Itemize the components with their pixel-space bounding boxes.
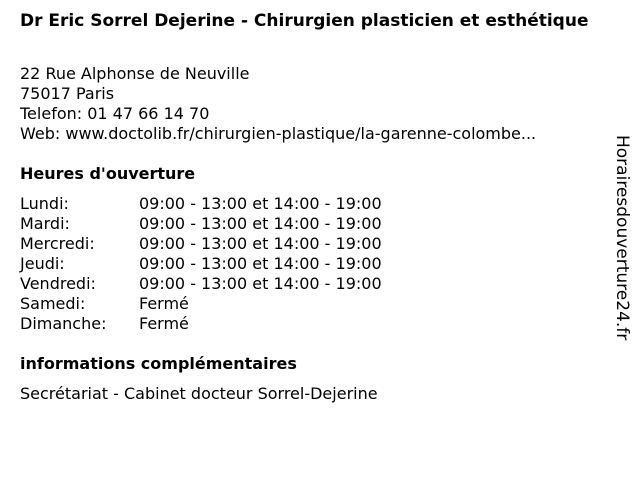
day-label: Mercredi: xyxy=(20,234,95,253)
website-link[interactable]: Web: www.doctolib.fr/chirurgien-plastique/la-garenne-colombe... xyxy=(20,124,537,143)
phone-number: Telefon: 01 47 66 14 70 xyxy=(20,104,210,123)
day-label: Jeudi: xyxy=(20,254,65,273)
address-street: 22 Rue Alphonse de Neuville xyxy=(20,64,250,83)
day-label: Vendredi: xyxy=(20,274,96,293)
day-hours: 09:00 - 13:00 et 14:00 - 19:00 xyxy=(139,274,382,293)
day-label: Samedi: xyxy=(20,294,86,313)
day-label: Dimanche: xyxy=(20,314,107,333)
hours-heading: Heures d'ouverture xyxy=(20,164,196,183)
day-hours: Fermé xyxy=(139,314,189,333)
day-hours: 09:00 - 13:00 et 14:00 - 19:00 xyxy=(139,234,382,253)
hours-row-tuesday xyxy=(20,214,382,234)
hours-table xyxy=(20,194,382,334)
info-text: Secrétariat - Cabinet docteur Sorrel-Dejerine xyxy=(20,384,378,403)
day-hours: Fermé xyxy=(139,294,189,313)
hours-row-sunday xyxy=(20,314,382,334)
day-hours: 09:00 - 13:00 et 14:00 - 19:00 xyxy=(139,214,382,233)
day-label: Lundi: xyxy=(20,194,69,213)
hours-row-friday xyxy=(20,274,382,294)
address-city: 75017 Paris xyxy=(20,84,115,103)
hours-row-monday xyxy=(20,194,382,214)
site-watermark: Horairesdouverture24.fr xyxy=(612,135,632,341)
hours-row-thursday xyxy=(20,254,382,274)
hours-row-saturday xyxy=(20,294,382,314)
info-heading: informations complémentaires xyxy=(20,354,297,373)
day-label: Mardi: xyxy=(20,214,70,233)
hours-row-wednesday xyxy=(20,234,382,254)
page-title: Dr Eric Sorrel Dejerine - Chirurgien plasticien et esthétique xyxy=(20,11,589,31)
contact-block xyxy=(20,64,600,144)
day-hours: 09:00 - 13:00 et 14:00 - 19:00 xyxy=(139,254,382,273)
day-hours: 09:00 - 13:00 et 14:00 - 19:00 xyxy=(139,194,382,213)
